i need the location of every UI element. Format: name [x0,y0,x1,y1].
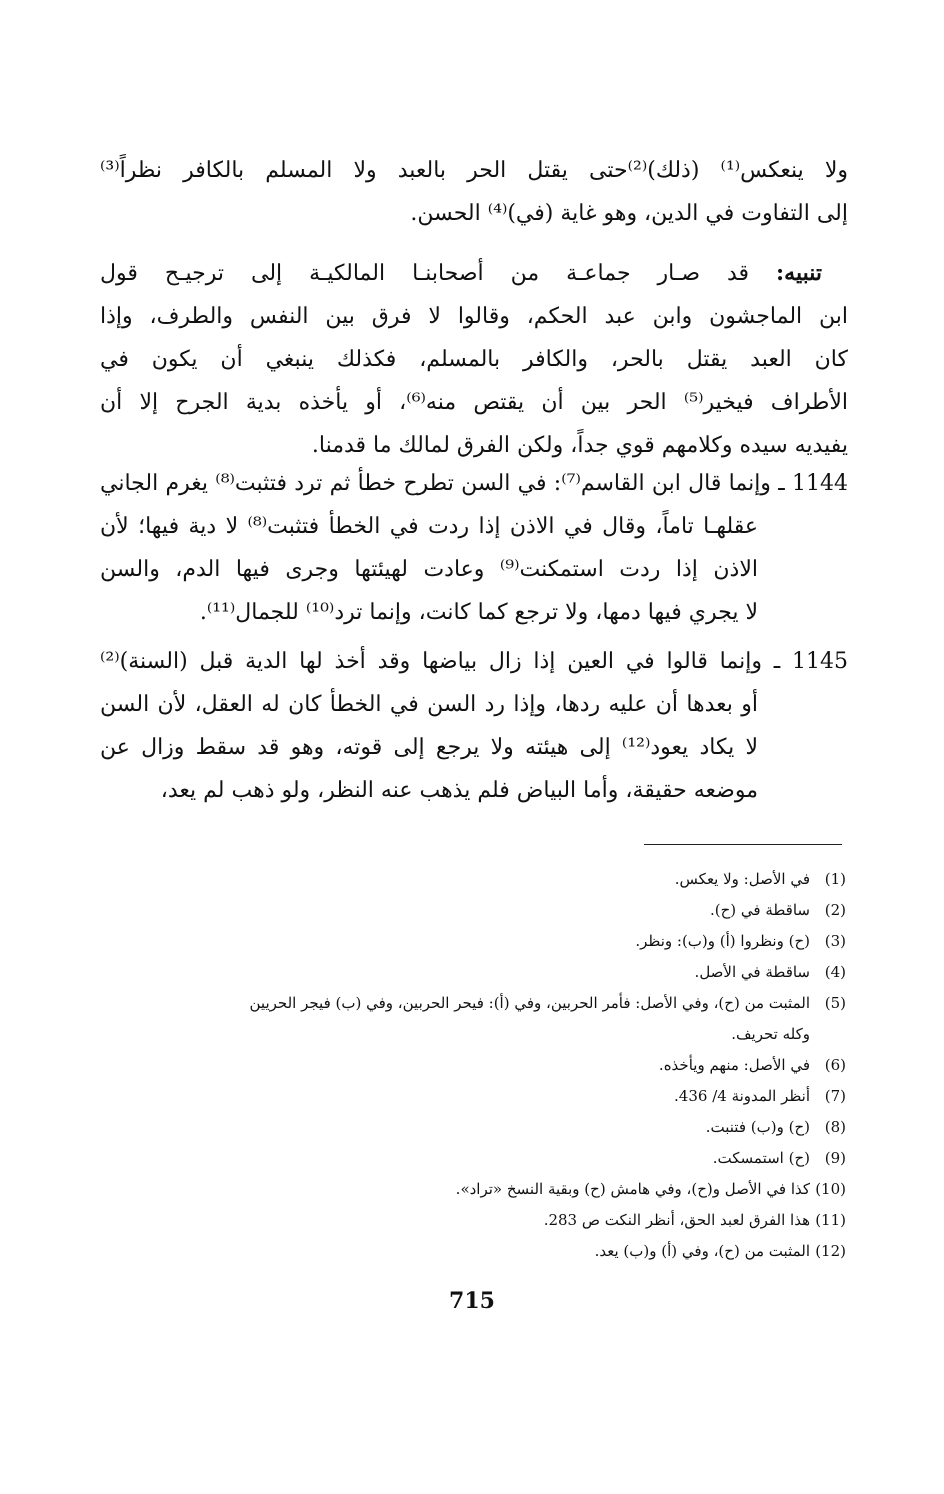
footnote [80,988,846,1019]
footnote-number: (12) [815,1242,846,1260]
footnote [80,926,846,957]
footnote [80,1081,846,1112]
footnote-text: (ح) و(ب) فتنبت. [705,1118,810,1136]
footnote-number: (11) [815,1211,846,1229]
text-line-rest: ـ وإنما قالوا في العين إذا زال بياضها وقد أخذ لها الدية قبل (السنة)⁽²⁾ [100,649,792,674]
footnote-text: ساقطة في (ح). [709,901,810,919]
text-line: كان العبد يقتل بالحر، والكافر بالمسلم، فكذلك ينبغي أن يكون في [100,347,848,372]
footnote [80,1143,846,1174]
text-line: أو بعدها أن عليه ردها، وإذا رد السن في الخطأ كان له العقل، لأن السن [100,692,758,717]
footnote-continuation: وكله تحريف. [731,1025,810,1043]
footnote [80,1236,846,1267]
paragraph-number: 1144 [791,471,848,496]
text-line: الأطراف فيخير⁽⁵⁾ الحر بين أن يقتص منه⁽⁶⁾، أو يأخذه بدية الجرح إلا أن [100,390,849,415]
footnote-number: (3) [824,932,846,950]
text-line: موضعه حقيقة، وأما البياض فلم يذهب عنه النظر، ولو ذهب لم يعد، [160,778,758,803]
footnote [80,1112,846,1143]
footnotes [80,864,846,1267]
text-line: لا يكاد يعود⁽¹²⁾ إلى هيئته ولا يرجع إلى قوته، وهو قد سقط وزال عن [100,735,758,760]
text-line [100,252,848,295]
paragraph-tanbih [100,252,848,467]
footnote-number: (2) [824,901,846,919]
footnote-divider [644,844,842,845]
footnote-number: (8) [824,1118,846,1136]
text-line-rest: قد صـار جماعـة من أصحابنـا المالكيـة إلى ترجيـح قول [100,261,777,286]
footnote [80,1050,846,1081]
footnote [80,1174,846,1205]
footnote-text: كذا في الأصل و(ح)، وفي هامش (ح) وبقية النسخ «تراد». [455,1180,810,1198]
paragraph-1145 [100,640,848,812]
text-line: لا يجري فيها دمها، ولا ترجع كما كانت، وإنما ترد⁽¹⁰⁾ للجمال⁽¹¹⁾. [199,600,758,625]
text-line: يفيديه سيده وكلامهم قوي جداً، ولكن الفرق لمالك ما قدمنا. [311,433,848,458]
footnote-number: (9) [824,1149,846,1167]
page-number: 715 [449,1288,495,1314]
paragraph-intro [100,149,848,235]
footnote [80,957,846,988]
footnote-text: (ح) ونظروا (أ) و(ب): ونظر. [635,932,810,950]
text-line: عقلهـا تاماً، وقال في الاذن إذا ردت في الخطأ فتثبت⁽⁸⁾ لا دية فيها؛ لأن [100,514,758,539]
footnote-text: في الأصل: ولا يعكس. [674,870,810,888]
footnote-text: المثبت من (ح)، وفي الأصل: فأمر الحربين، وفي (أ): فيحر الحربين، وفي (ب) فيجر الحريين [249,994,810,1012]
footnote [80,864,846,895]
footnote-text: هذا الفرق لعبد الحق، أنظر النكت ص 283. [543,1211,810,1229]
footnote-text: أنظر المدونة 4/ 436. [674,1087,810,1105]
text-line [100,462,848,505]
text-line: ابن الماجشون وابن عبد الحكم، وقالوا لا فرق بين النفس والطرف، وإذا [100,304,848,329]
footnote-number: (7) [824,1087,846,1105]
tanbih-heading: تنبيه: [776,260,822,286]
text-line [100,640,848,683]
footnote-number: (10) [815,1180,846,1198]
paragraph-1144 [100,462,848,634]
footnote-text: (ح) استمسكت. [712,1149,810,1167]
footnote [80,895,846,926]
footnote-number: (1) [824,870,846,888]
text-line-rest: ـ وإنما قال ابن القاسم⁽⁷⁾: في السن تطرح خطأ ثم ترد فتثبت⁽⁸⁾ يغرم الجاني [100,471,792,496]
footnote-text: في الأصل: منهم ويأخذه. [658,1056,810,1074]
paragraph-number: 1145 [792,649,848,674]
text-line: الاذن إذا ردت استمكنت⁽⁹⁾ وعادت لهيئتها وجرى فيها الدم، والسن [100,557,759,582]
footnote [80,1205,846,1236]
footnote-number: (4) [824,963,846,981]
text-line: ولا ينعكس⁽¹⁾ (ذلك)⁽²⁾حتى يقتل الحر بالعبد ولا المسلم بالكافر نظراً⁽³⁾ [100,158,849,183]
footnote-number: (5) [824,994,846,1012]
footnote-text: ساقطة في الأصل. [694,963,810,981]
text-line: إلى التفاوت في الدين، وهو غاية (في)⁽⁴⁾ الحسن. [410,201,848,226]
footnote-number: (6) [824,1056,846,1074]
footnote-text: المثبت من (ح)، وفي (أ) و(ب) يعد. [594,1242,810,1260]
